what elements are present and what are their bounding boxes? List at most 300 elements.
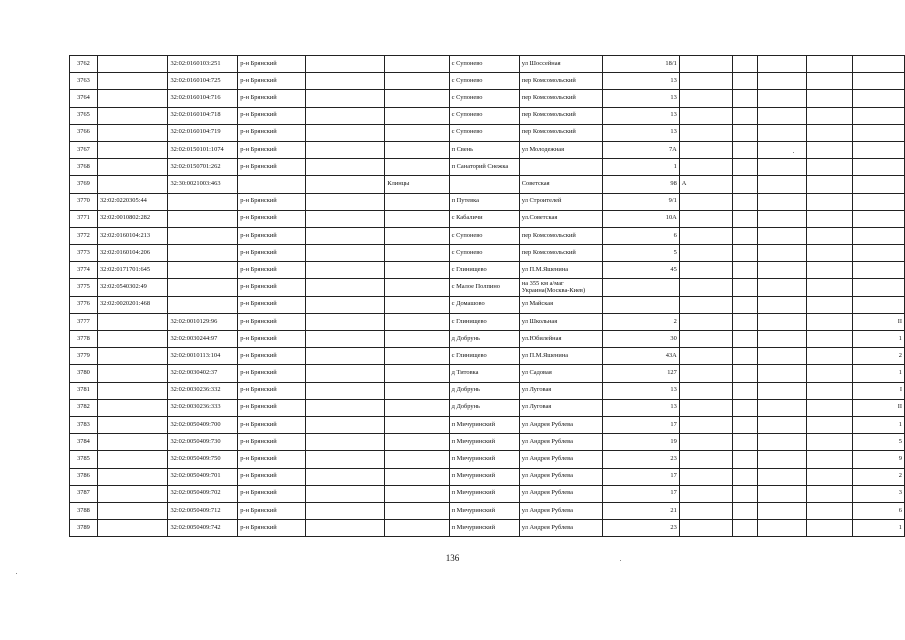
cadastral-number-cell bbox=[97, 107, 167, 124]
blank-cell bbox=[807, 210, 853, 227]
blank-cell bbox=[807, 56, 853, 73]
blank-cell bbox=[305, 141, 385, 158]
blank-cell bbox=[305, 262, 385, 279]
house-number-cell: 13 bbox=[602, 382, 679, 399]
city-cell bbox=[385, 434, 449, 451]
settlement-cell: д Добрунь bbox=[449, 399, 519, 416]
city-cell bbox=[385, 56, 449, 73]
letter-cell: А bbox=[679, 176, 733, 193]
table-row bbox=[70, 56, 905, 73]
cadastral-number-cell: 32:02:0171701:645 bbox=[97, 262, 167, 279]
settlement-cell: с Супонево bbox=[449, 107, 519, 124]
blank-cell bbox=[807, 485, 853, 502]
street-cell: ул Школьная bbox=[519, 313, 602, 330]
row-number-cell: 3779 bbox=[70, 348, 98, 365]
settlement-cell: с Домашово bbox=[449, 296, 519, 313]
blank-cell bbox=[758, 262, 807, 279]
street-cell: пер Комсомольский bbox=[519, 227, 602, 244]
table-row bbox=[70, 141, 905, 158]
row-number-cell: 3787 bbox=[70, 485, 98, 502]
district-cell: р-н Брянский bbox=[238, 141, 305, 158]
blank-cell bbox=[758, 485, 807, 502]
object-cadastral-number-cell: 32:02:0050409:712 bbox=[168, 502, 238, 519]
cadastral-number-cell bbox=[97, 416, 167, 433]
cadastral-number-cell bbox=[97, 434, 167, 451]
house-number-cell: 13 bbox=[602, 73, 679, 90]
letter-cell bbox=[679, 141, 733, 158]
apartment-cell: 6 bbox=[853, 502, 905, 519]
settlement-cell: п Санаторий Снежка bbox=[449, 159, 519, 176]
blank-cell bbox=[807, 348, 853, 365]
cadastral-number-cell: 32:02:0220305:44 bbox=[97, 193, 167, 210]
letter-cell bbox=[679, 90, 733, 107]
blank-cell bbox=[758, 434, 807, 451]
house-number-cell: 23 bbox=[602, 520, 679, 537]
row-number-cell: 3772 bbox=[70, 227, 98, 244]
registry-table bbox=[69, 55, 905, 537]
object-cadastral-number-cell: 32:02:0150701:262 bbox=[168, 159, 238, 176]
apartment-cell bbox=[853, 56, 905, 73]
district-cell: р-н Брянский bbox=[238, 279, 305, 296]
city-cell bbox=[385, 210, 449, 227]
district-cell: р-н Брянский bbox=[238, 210, 305, 227]
cadastral-number-cell bbox=[97, 90, 167, 107]
blank-cell bbox=[807, 468, 853, 485]
object-cadastral-number-cell: 32:02:0160104:725 bbox=[168, 73, 238, 90]
house-number-cell bbox=[602, 279, 679, 296]
object-cadastral-number-cell: 32:02:0050409:730 bbox=[168, 434, 238, 451]
house-number-cell: 45 bbox=[602, 262, 679, 279]
apartment-cell: 1 bbox=[853, 365, 905, 382]
blank-cell bbox=[733, 468, 758, 485]
street-cell: ул Андрея Рублева bbox=[519, 485, 602, 502]
apartment-cell: 2 bbox=[853, 468, 905, 485]
apartment-cell: 5 bbox=[853, 434, 905, 451]
blank-cell bbox=[305, 159, 385, 176]
letter-cell bbox=[679, 313, 733, 330]
house-number-cell: 7А bbox=[602, 141, 679, 158]
object-cadastral-number-cell bbox=[168, 245, 238, 262]
city-cell: Клинцы bbox=[385, 176, 449, 193]
blank-cell bbox=[758, 365, 807, 382]
street-cell: пер Комсомольский bbox=[519, 245, 602, 262]
apartment-cell bbox=[853, 296, 905, 313]
blank-cell bbox=[807, 382, 853, 399]
table-row bbox=[70, 348, 905, 365]
table-row bbox=[70, 73, 905, 90]
settlement-cell: п Мичуринский bbox=[449, 451, 519, 468]
district-cell: р-н Брянский bbox=[238, 416, 305, 433]
settlement-cell: с Супонево bbox=[449, 56, 519, 73]
city-cell bbox=[385, 313, 449, 330]
settlement-cell: д Добрунь bbox=[449, 331, 519, 348]
table-row bbox=[70, 296, 905, 313]
blank-cell bbox=[733, 365, 758, 382]
settlement-cell: с Кабаличи bbox=[449, 210, 519, 227]
blank-cell bbox=[305, 434, 385, 451]
blank-cell bbox=[305, 520, 385, 537]
row-number-cell: 3771 bbox=[70, 210, 98, 227]
settlement-cell: п Мичуринский bbox=[449, 502, 519, 519]
street-cell: Советская bbox=[519, 176, 602, 193]
settlement-cell: с Малое Полпино bbox=[449, 279, 519, 296]
blank-cell bbox=[758, 279, 807, 296]
blank-cell bbox=[807, 262, 853, 279]
blank-cell bbox=[305, 296, 385, 313]
blank-cell bbox=[733, 451, 758, 468]
blank-cell bbox=[807, 279, 853, 296]
object-cadastral-number-cell: 32:02:0050409:701 bbox=[168, 468, 238, 485]
letter-cell bbox=[679, 107, 733, 124]
row-number-cell: 3789 bbox=[70, 520, 98, 537]
letter-cell bbox=[679, 399, 733, 416]
street-cell: ул Шоссейная bbox=[519, 56, 602, 73]
street-cell: на 355 км а/маг Украина(Москва-Киев) bbox=[519, 279, 602, 296]
object-cadastral-number-cell bbox=[168, 193, 238, 210]
house-number-cell: 5 bbox=[602, 245, 679, 262]
apartment-cell: I bbox=[853, 382, 905, 399]
settlement-cell: с Глинищево bbox=[449, 313, 519, 330]
apartment-cell bbox=[853, 141, 905, 158]
blank-cell bbox=[807, 141, 853, 158]
street-cell: пер Комсомольский bbox=[519, 90, 602, 107]
house-number-cell: 6 bbox=[602, 227, 679, 244]
table-row bbox=[70, 262, 905, 279]
city-cell bbox=[385, 451, 449, 468]
street-cell: ул Садовая bbox=[519, 365, 602, 382]
blank-cell bbox=[807, 176, 853, 193]
letter-cell bbox=[679, 434, 733, 451]
street-cell: пер Комсомольский bbox=[519, 124, 602, 141]
blank-cell bbox=[758, 141, 807, 158]
city-cell bbox=[385, 485, 449, 502]
cadastral-number-cell bbox=[97, 176, 167, 193]
table-row bbox=[70, 245, 905, 262]
row-number-cell: 3764 bbox=[70, 90, 98, 107]
street-cell: ул П.М.Яшенина bbox=[519, 348, 602, 365]
apartment-cell bbox=[853, 262, 905, 279]
letter-cell bbox=[679, 56, 733, 73]
apartment-cell: II bbox=[853, 313, 905, 330]
district-cell: р-н Брянский bbox=[238, 485, 305, 502]
letter-cell bbox=[679, 159, 733, 176]
blank-cell bbox=[733, 416, 758, 433]
cadastral-number-cell bbox=[97, 451, 167, 468]
letter-cell bbox=[679, 520, 733, 537]
blank-cell bbox=[758, 227, 807, 244]
object-cadastral-number-cell: 32:02:0030236:332 bbox=[168, 382, 238, 399]
row-number-cell: 3786 bbox=[70, 468, 98, 485]
blank-cell bbox=[733, 73, 758, 90]
table-row bbox=[70, 502, 905, 519]
row-number-cell: 3762 bbox=[70, 56, 98, 73]
blank-cell bbox=[807, 451, 853, 468]
blank-cell bbox=[305, 348, 385, 365]
letter-cell bbox=[679, 365, 733, 382]
cadastral-number-cell bbox=[97, 56, 167, 73]
blank-cell bbox=[733, 107, 758, 124]
blank-cell bbox=[758, 245, 807, 262]
blank-cell bbox=[305, 468, 385, 485]
table-row bbox=[70, 468, 905, 485]
table-row bbox=[70, 399, 905, 416]
district-cell: р-н Брянский bbox=[238, 296, 305, 313]
street-cell: ул Андрея Рублева bbox=[519, 520, 602, 537]
apartment-cell: 1 bbox=[853, 331, 905, 348]
apartment-cell: 1 bbox=[853, 416, 905, 433]
blank-cell bbox=[758, 520, 807, 537]
blank-cell bbox=[807, 331, 853, 348]
blank-cell bbox=[733, 348, 758, 365]
settlement-cell: с Супонево bbox=[449, 124, 519, 141]
settlement-cell: с Супонево bbox=[449, 73, 519, 90]
city-cell bbox=[385, 245, 449, 262]
letter-cell bbox=[679, 279, 733, 296]
blank-cell bbox=[758, 193, 807, 210]
blank-cell bbox=[733, 279, 758, 296]
blank-cell bbox=[807, 502, 853, 519]
district-cell: р-н Брянский bbox=[238, 520, 305, 537]
apartment-cell: 1 bbox=[853, 520, 905, 537]
letter-cell bbox=[679, 331, 733, 348]
district-cell: р-н Брянский bbox=[238, 245, 305, 262]
object-cadastral-number-cell: 32:02:0150101:1074 bbox=[168, 141, 238, 158]
cadastral-number-cell: 32:02:0020201:468 bbox=[97, 296, 167, 313]
object-cadastral-number-cell: 32:02:0030244:97 bbox=[168, 331, 238, 348]
cadastral-number-cell bbox=[97, 141, 167, 158]
city-cell bbox=[385, 348, 449, 365]
blank-cell bbox=[305, 210, 385, 227]
apartment-cell bbox=[853, 245, 905, 262]
cadastral-number-cell bbox=[97, 502, 167, 519]
object-cadastral-number-cell: 32:02:0010113:104 bbox=[168, 348, 238, 365]
scan-speck bbox=[16, 573, 17, 574]
letter-cell bbox=[679, 227, 733, 244]
table-row bbox=[70, 313, 905, 330]
cadastral-number-cell bbox=[97, 399, 167, 416]
apartment-cell bbox=[853, 73, 905, 90]
letter-cell bbox=[679, 348, 733, 365]
row-number-cell: 3777 bbox=[70, 313, 98, 330]
table-row bbox=[70, 279, 905, 296]
settlement-cell: с Глинищево bbox=[449, 262, 519, 279]
letter-cell bbox=[679, 468, 733, 485]
blank-cell bbox=[733, 296, 758, 313]
table-row bbox=[70, 382, 905, 399]
blank-cell bbox=[807, 313, 853, 330]
settlement-cell: п Мичуринский bbox=[449, 468, 519, 485]
cadastral-number-cell bbox=[97, 124, 167, 141]
blank-cell bbox=[733, 485, 758, 502]
row-number-cell: 3763 bbox=[70, 73, 98, 90]
cadastral-number-cell: 32:02:0160104:206 bbox=[97, 245, 167, 262]
cadastral-number-cell bbox=[97, 348, 167, 365]
row-number-cell: 3783 bbox=[70, 416, 98, 433]
city-cell bbox=[385, 296, 449, 313]
object-cadastral-number-cell: 32:02:0050409:702 bbox=[168, 485, 238, 502]
row-number-cell: 3767 bbox=[70, 141, 98, 158]
object-cadastral-number-cell: 32:02:0160104:719 bbox=[168, 124, 238, 141]
district-cell: р-н Брянский bbox=[238, 124, 305, 141]
table-row bbox=[70, 159, 905, 176]
apartment-cell bbox=[853, 107, 905, 124]
object-cadastral-number-cell: 32:30:0021003:463 bbox=[168, 176, 238, 193]
house-number-cell: 30 bbox=[602, 331, 679, 348]
settlement-cell: с Супонево bbox=[449, 245, 519, 262]
house-number-cell: 13 bbox=[602, 399, 679, 416]
street-cell: ул Луговая bbox=[519, 399, 602, 416]
apartment-cell bbox=[853, 90, 905, 107]
apartment-cell bbox=[853, 124, 905, 141]
street-cell: ул Андрея Рублева bbox=[519, 502, 602, 519]
table-row bbox=[70, 331, 905, 348]
blank-cell bbox=[807, 520, 853, 537]
blank-cell bbox=[305, 124, 385, 141]
blank-cell bbox=[733, 227, 758, 244]
object-cadastral-number-cell: 32:02:0050409:750 bbox=[168, 451, 238, 468]
house-number-cell: 127 bbox=[602, 365, 679, 382]
street-cell: ул Майская bbox=[519, 296, 602, 313]
city-cell bbox=[385, 227, 449, 244]
city-cell bbox=[385, 416, 449, 433]
row-number-cell: 3776 bbox=[70, 296, 98, 313]
city-cell bbox=[385, 90, 449, 107]
page-number: 136 bbox=[445, 553, 460, 563]
district-cell: р-н Брянский bbox=[238, 382, 305, 399]
cadastral-number-cell bbox=[97, 159, 167, 176]
district-cell: р-н Брянский bbox=[238, 468, 305, 485]
blank-cell bbox=[305, 73, 385, 90]
object-cadastral-number-cell bbox=[168, 262, 238, 279]
street-cell bbox=[519, 159, 602, 176]
table-row bbox=[70, 193, 905, 210]
blank-cell bbox=[733, 399, 758, 416]
table-row bbox=[70, 210, 905, 227]
city-cell bbox=[385, 399, 449, 416]
row-number-cell: 3780 bbox=[70, 365, 98, 382]
city-cell bbox=[385, 107, 449, 124]
district-cell: р-н Брянский bbox=[238, 159, 305, 176]
object-cadastral-number-cell: 32:02:0050409:742 bbox=[168, 520, 238, 537]
city-cell bbox=[385, 193, 449, 210]
blank-cell bbox=[305, 416, 385, 433]
table-row bbox=[70, 124, 905, 141]
row-number-cell: 3785 bbox=[70, 451, 98, 468]
row-number-cell: 3774 bbox=[70, 262, 98, 279]
house-number-cell: 18/1 bbox=[602, 56, 679, 73]
city-cell bbox=[385, 141, 449, 158]
city-cell bbox=[385, 365, 449, 382]
city-cell bbox=[385, 468, 449, 485]
district-cell bbox=[238, 176, 305, 193]
blank-cell bbox=[807, 399, 853, 416]
cadastral-number-cell bbox=[97, 520, 167, 537]
blank-cell bbox=[733, 502, 758, 519]
blank-cell bbox=[305, 227, 385, 244]
apartment-cell: 3 bbox=[853, 485, 905, 502]
district-cell: р-н Брянский bbox=[238, 434, 305, 451]
street-cell: ул П.М.Яшенина bbox=[519, 262, 602, 279]
cadastral-number-cell bbox=[97, 365, 167, 382]
blank-cell bbox=[733, 141, 758, 158]
apartment-cell bbox=[853, 193, 905, 210]
settlement-cell: п Мичуринский bbox=[449, 416, 519, 433]
house-number-cell: 1 bbox=[602, 159, 679, 176]
settlement-cell bbox=[449, 176, 519, 193]
settlement-cell: д Титовка bbox=[449, 365, 519, 382]
city-cell bbox=[385, 331, 449, 348]
street-cell: ул Строителей bbox=[519, 193, 602, 210]
row-number-cell: 3765 bbox=[70, 107, 98, 124]
blank-cell bbox=[758, 90, 807, 107]
city-cell bbox=[385, 520, 449, 537]
house-number-cell: 13 bbox=[602, 107, 679, 124]
blank-cell bbox=[305, 279, 385, 296]
letter-cell bbox=[679, 502, 733, 519]
street-cell: пер Комсомольский bbox=[519, 107, 602, 124]
street-cell: пер Комсомольский bbox=[519, 73, 602, 90]
blank-cell bbox=[807, 159, 853, 176]
blank-cell bbox=[807, 193, 853, 210]
district-cell: р-н Брянский bbox=[238, 90, 305, 107]
street-cell: ул Андрея Рублева bbox=[519, 451, 602, 468]
blank-cell bbox=[305, 313, 385, 330]
object-cadastral-number-cell: 32:02:0030236:333 bbox=[168, 399, 238, 416]
cadastral-number-cell: 32:02:0540302:49 bbox=[97, 279, 167, 296]
blank-cell bbox=[758, 124, 807, 141]
blank-cell bbox=[758, 331, 807, 348]
blank-cell bbox=[807, 124, 853, 141]
blank-cell bbox=[807, 107, 853, 124]
blank-cell bbox=[807, 227, 853, 244]
district-cell: р-н Брянский bbox=[238, 313, 305, 330]
letter-cell bbox=[679, 245, 733, 262]
cadastral-number-cell: 32:02:0010802:282 bbox=[97, 210, 167, 227]
blank-cell bbox=[758, 382, 807, 399]
street-cell: ул.Юбилейная bbox=[519, 331, 602, 348]
letter-cell bbox=[679, 193, 733, 210]
city-cell bbox=[385, 279, 449, 296]
row-number-cell: 3778 bbox=[70, 331, 98, 348]
house-number-cell: 43А bbox=[602, 348, 679, 365]
house-number-cell: 17 bbox=[602, 485, 679, 502]
street-cell: ул Луговая bbox=[519, 382, 602, 399]
house-number-cell: 23 bbox=[602, 451, 679, 468]
table-row bbox=[70, 365, 905, 382]
district-cell: р-н Брянский bbox=[238, 56, 305, 73]
blank-cell bbox=[807, 434, 853, 451]
table-row bbox=[70, 485, 905, 502]
blank-cell bbox=[733, 262, 758, 279]
blank-cell bbox=[733, 124, 758, 141]
letter-cell bbox=[679, 296, 733, 313]
street-cell: ул Молодежная bbox=[519, 141, 602, 158]
district-cell: р-н Брянский bbox=[238, 107, 305, 124]
blank-cell bbox=[807, 245, 853, 262]
blank-cell bbox=[305, 193, 385, 210]
letter-cell bbox=[679, 210, 733, 227]
blank-cell bbox=[807, 416, 853, 433]
house-number-cell: 17 bbox=[602, 468, 679, 485]
city-cell bbox=[385, 124, 449, 141]
scan-speck bbox=[620, 560, 621, 561]
blank-cell bbox=[733, 382, 758, 399]
blank-cell bbox=[758, 176, 807, 193]
apartment-cell bbox=[853, 159, 905, 176]
object-cadastral-number-cell bbox=[168, 296, 238, 313]
table-row bbox=[70, 227, 905, 244]
table-row bbox=[70, 451, 905, 468]
